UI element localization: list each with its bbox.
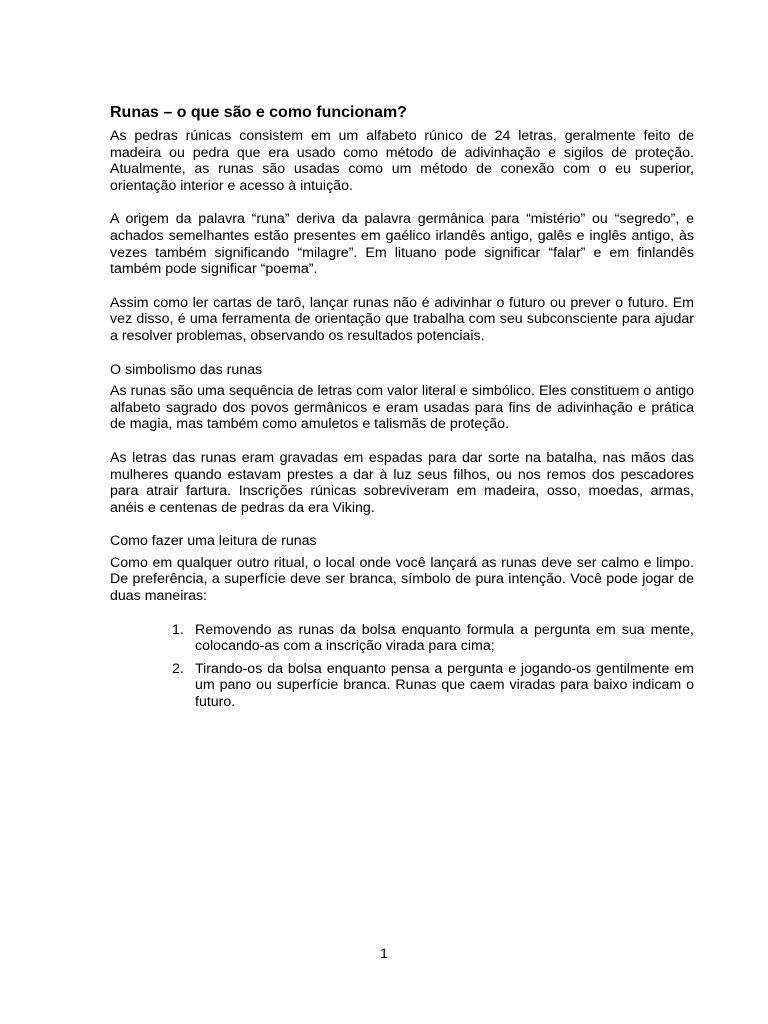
symbolism-paragraph-2: As letras das runas eram gravadas em espadas para dar sorte na batalha, nas mãos das mulheres quando estavam prestes a dar à luz seus filhos, ou nos remos dos pescadores para atrair fartura. Inscrições rúnicas sobreviveram em madeira, osso, moedas, armas, anéis e centenas de pedras da era Viking. bbox=[110, 449, 694, 516]
reading-paragraph: Como em qualquer outro ritual, o local onde você lançará as runas deve ser calmo e limpo. De preferência, a superfície deve ser branca, símbolo de pura intenção. Você pode jogar de duas maneiras: bbox=[110, 554, 694, 605]
list-item bbox=[110, 661, 694, 711]
list-item bbox=[110, 622, 694, 655]
intro-paragraph-1: As pedras rúnicas consistem em um alfabeto rúnico de 24 letras, geralmente feito de madeira ou pedra que era usado como método de adivinhação e sigilos de proteção. Atualmente, as runas são usadas como um método de conexão com o eu superior, orientação interior e acesso à intuição. bbox=[110, 128, 694, 194]
page-number: 1 bbox=[380, 946, 388, 962]
section-heading-reading: Como fazer uma leitura de runas bbox=[110, 533, 317, 550]
document-body bbox=[110, 103, 694, 717]
document-title: Runas – o que são e como funcionam? bbox=[110, 104, 407, 121]
list-item-text: Tirando-os da bolsa enquanto pensa a pergunta e jogando-os gentilmente em um pano ou superfície branca. Runas que caem viradas para baixo indicam o futuro. bbox=[195, 660, 694, 711]
section-heading-symbolism: O simbolismo das runas bbox=[110, 361, 263, 378]
list-item-number: 2. bbox=[172, 660, 184, 677]
symbolism-paragraph-1: As runas são uma sequência de letras com valor literal e simbólico. Eles constituem o antigo alfabeto sagrado dos povos germânicos e eram usadas para fins de adivinhação e prática de magia, mas também como amuletos e talismãs de proteção. bbox=[110, 383, 694, 433]
numbered-list bbox=[110, 622, 694, 711]
list-item-text: Removendo as runas da bolsa enquanto formula a pergunta em sua mente, colocando-as com a inscrição virada para cima; bbox=[195, 621, 694, 655]
intro-paragraph-2: A origem da palavra “runa” deriva da palavra germânica para “mistério” ou “segredo”, e achados semelhantes estão presentes em gaélico irlandês antigo, galês e inglês antigo, às vezes também significando “milagre”. Em lituano pode significar “falar” e em finlandês também pode significar “poema”. bbox=[110, 211, 694, 278]
intro-paragraph-3: Assim como ler cartas de tarô, lançar runas não é adivinhar o futuro ou prever o futuro. Em vez disso, é uma ferramenta de orientação que trabalha com seu subconsciente para ajudar a resolver problemas, observando os resultados potenciais. bbox=[110, 294, 694, 344]
list-item-number: 1. bbox=[172, 621, 184, 638]
